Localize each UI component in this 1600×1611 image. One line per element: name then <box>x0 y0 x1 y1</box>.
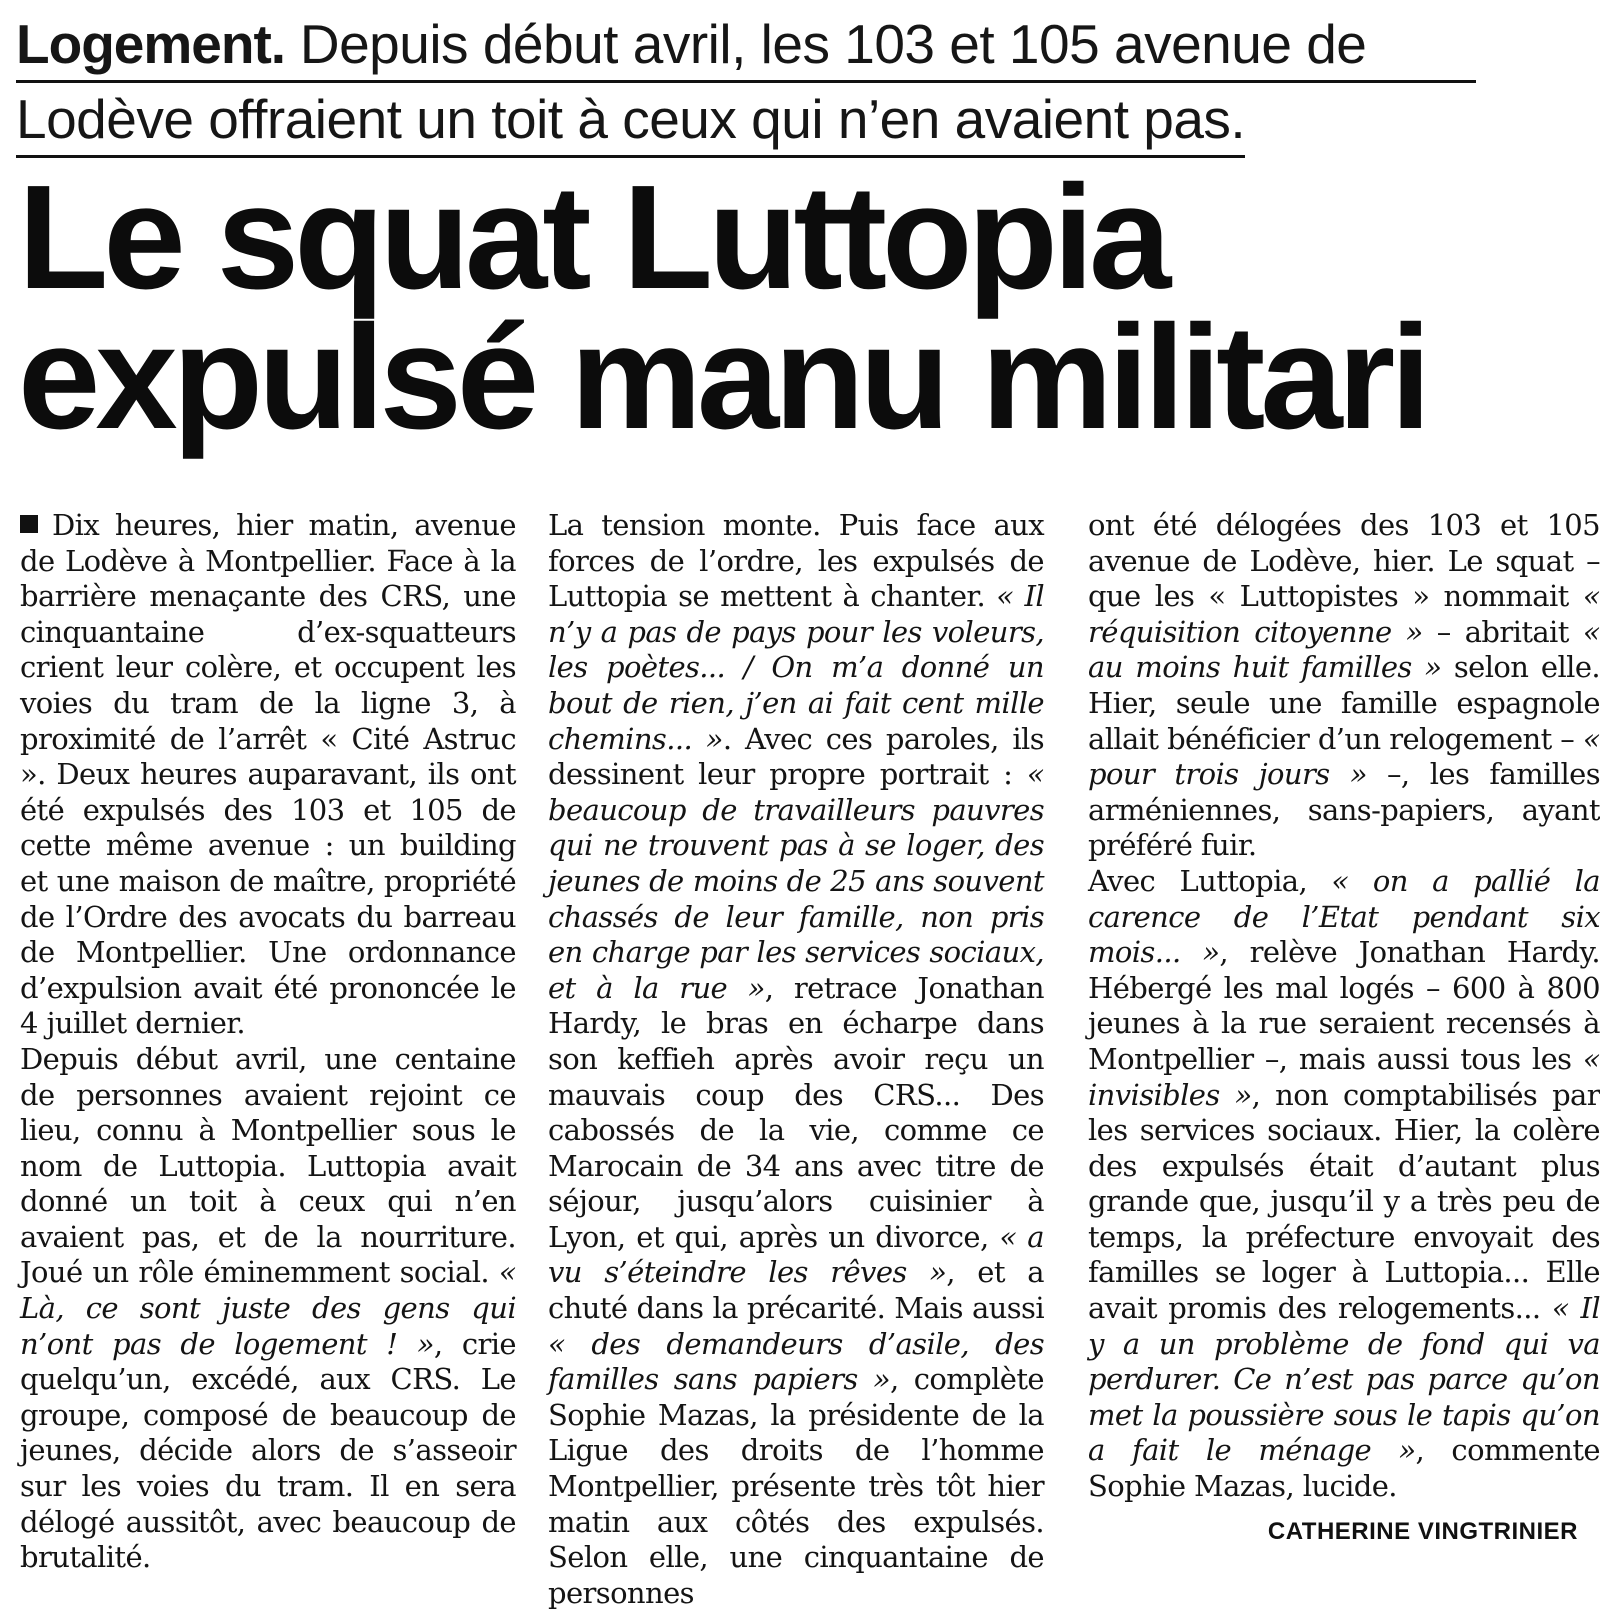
paragraph-text: , crie quelqu’un, excédé, aux CRS. Le groupe, composé de beaucoup de jeunes, décide alors de s’asseoir sur les voies du tram. Il en sera délogé aussitôt, avec beaucoup de brutalité. <box>20 1326 516 1575</box>
quote: « on a pallié la carence de l’Etat pendant six mois... » <box>1088 863 1600 970</box>
paragraph-text: , commente Sophie Mazas, lucide. <box>1088 1433 1600 1504</box>
headline-line-1: Le squat Luttopia <box>18 155 1167 320</box>
paragraph-text: selon elle. Hier, seule une famille espagnole allait bénéficier d’un relogement – <box>1088 650 1600 756</box>
paragraph-text: , non comptabilisés par les services sociaux. Hier, la colère des expulsés était d’autant plus grande que, jusqu’il y a très peu de temps, la préfecture envoyait des familles se loger à Luttopia... Elle avait promis des relogements... <box>1088 1077 1600 1326</box>
quote: « beaucoup de travailleurs pauvres qui ne trouvent pas à se loger, des jeunes de moins de 25 ans souvent chassés de leur famille, non pris en charge par les services sociaux, et à la rue » <box>548 757 1044 1005</box>
quote: « pour trois jours » <box>1088 721 1600 792</box>
paragraph-text: , retrace Jonathan Hardy, le bras en écharpe dans son keffieh après avoir reçu un mauvais coup des CRS... Des cabossés de la vie, comme ce Marocain de 34 ans avec titre de séjour, jusqu’alors cuisinier à Lyon, et qui, après un divorce, <box>548 970 1044 1254</box>
paragraph-text: Depuis début avril, une centaine de personnes avaient rejoint ce lieu, connu à Montpellier sous le nom de Luttopia. Luttopia avait donné un toit à ceux qui n’en avaient pas, et de la nourriture. Joué un rôle éminemment social. <box>20 1041 516 1290</box>
article-kicker <box>16 8 1476 158</box>
paragraph-text: ont été délogées des 103 et 105 avenue de Lodève, hier. Le squat – que les « Luttopistes » nommait <box>1088 508 1600 614</box>
kicker-line-1 <box>16 8 1476 83</box>
paragraph-text: – abritait <box>1422 614 1583 649</box>
column-1 <box>20 508 516 1576</box>
article-body <box>20 508 1600 1610</box>
bullet-square-icon <box>20 515 38 533</box>
quote: « réquisition citoyenne » <box>1088 579 1600 649</box>
quote: « a vu s’éteindre les rêves » <box>548 1219 1044 1290</box>
quote: « Il n’y a pas de pays pour les voleurs, les poètes... / On m’a donné un bout de rien, j’en ai fait cent mille chemins... » <box>548 579 1044 756</box>
quote: « des demandeurs d’asile, des familles sans papiers » <box>548 1326 1044 1397</box>
quote: « Là, ce sont juste des gens qui n’ont pas de logement ! » <box>20 1255 516 1361</box>
paragraph-text: . Avec ces paroles, ils dessinent leur propre portrait : <box>548 721 1044 792</box>
column-2 <box>548 508 1044 1611</box>
section-label: Logement. <box>16 13 286 75</box>
paragraph <box>20 1042 516 1576</box>
paragraph-text: Avec Luttopia, <box>1088 863 1332 898</box>
paragraph-text: , relève Jonathan Hardy. Hébergé les mal logés – 600 à 800 jeunes à la rue seraient recensés à Montpellier –, mais aussi tous les <box>1088 935 1600 1076</box>
paragraph-text: Dix heures, hier matin, avenue de Lodève à Montpellier. Face à la barrière menaçante des CRS, une cinquantaine d’ex-squatteurs crient leur colère, et occupent les voies du tram de la ligne 3, à proximité de l’arrêt « Cité Astruc ». Deux heures auparavant, ils ont été expulsés des 103 et 105 de cette même avenue : un building et une maison de maître, propriété de l’Ordre des avocats du barreau de Montpellier. Une ordonnance d’expulsion avait été prononcée le 4 juillet dernier. <box>20 508 516 1041</box>
paragraph-text: La tension monte. Puis face aux forces de l’ordre, les expulsés de Luttopia se mettent à chanter. <box>548 508 1044 614</box>
column-3 <box>1088 508 1600 1505</box>
headline-line-2: expulsé manu militari <box>18 295 1427 460</box>
paragraph-text: –, les familles arméniennes, sans-papiers, ayant préféré fuir. <box>1088 757 1600 863</box>
paragraph-text: , complète Sophie Mazas, la présidente de la Ligue des droits de l’homme Montpellier, présente très tôt hier matin aux côtés des expulsés. Selon elle, une cinquantaine de personnes <box>548 1362 1044 1610</box>
kicker-text-1: Depuis début avril, les 103 et 105 avenue de <box>285 13 1367 75</box>
kicker-line-2: Lodève offraient un toit à ceux qui n’en avaient pas. <box>16 83 1245 158</box>
paragraph <box>1088 508 1600 864</box>
author-byline: CATHERINE VINGTRINIER <box>1267 1518 1578 1545</box>
paragraph <box>548 508 1044 1611</box>
paragraph <box>1088 864 1600 1505</box>
paragraph-text: , et a chuté dans la précarité. Mais aussi <box>548 1255 1044 1326</box>
quote: « invisibles » <box>1088 1041 1600 1112</box>
article-headline <box>18 155 1578 460</box>
paragraph <box>20 508 516 1042</box>
quote: « Il y a un problème de fond qui va perdurer. Ce n’est pas parce qu’on met la poussière sous le tapis qu’on a fait le ménage » <box>1088 1291 1600 1468</box>
quote: « au moins huit familles » <box>1088 614 1600 685</box>
